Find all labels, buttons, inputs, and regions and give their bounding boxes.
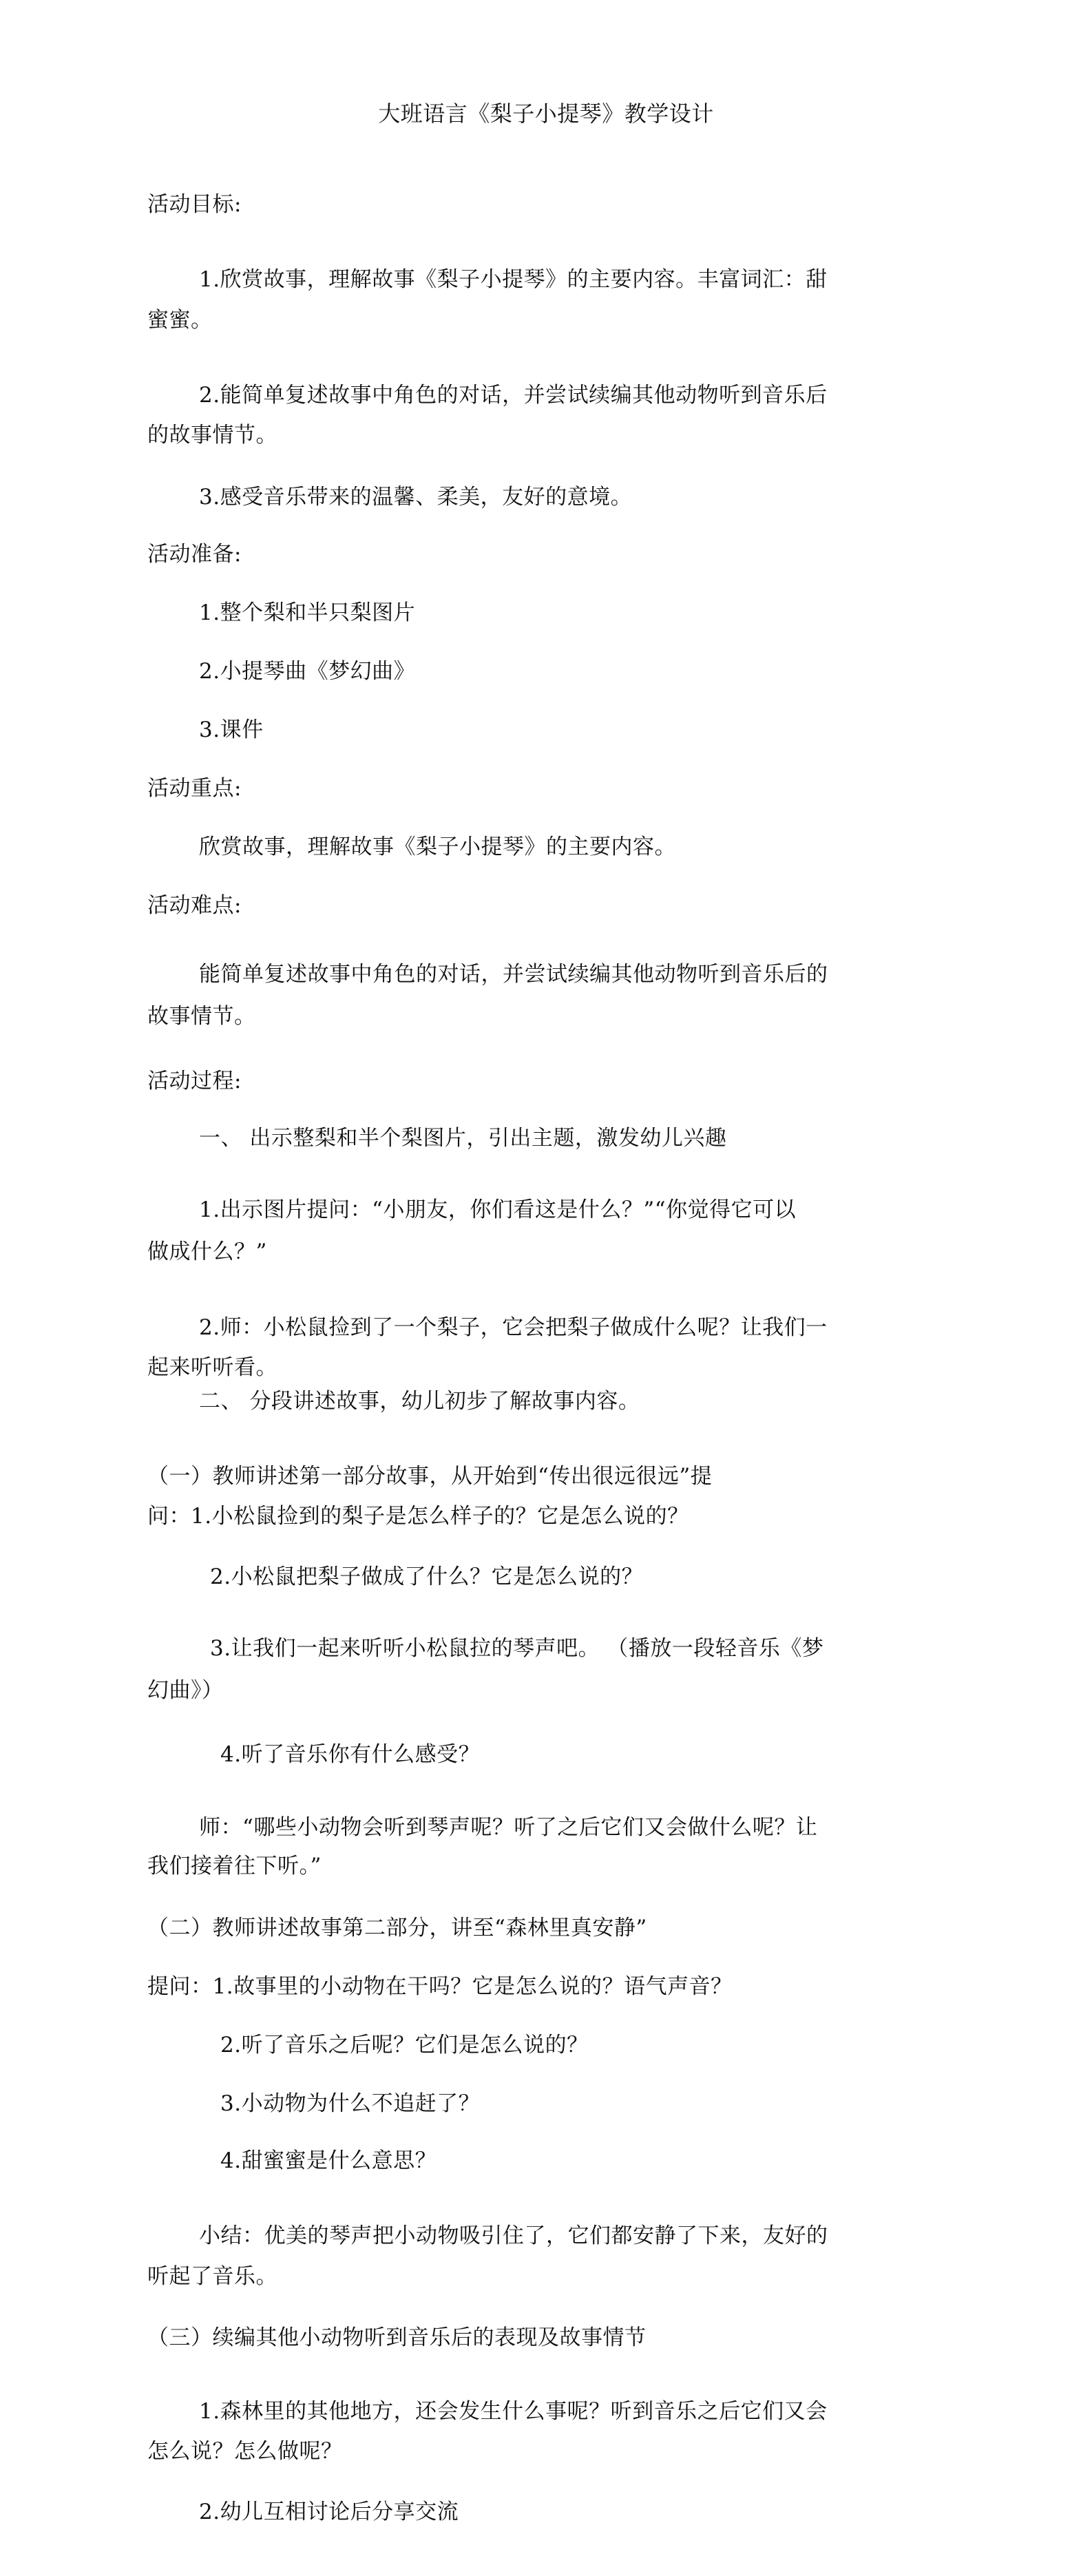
part-3-heading: （三）续编其他小动物听到音乐后的表现及故事情节 <box>147 2325 647 2350</box>
part-2-question-1: 提问：1.故事里的小动物在干吗？它是怎么说的？语气声音？ <box>147 1974 733 1999</box>
key-point-heading: 活动重点: <box>147 776 242 801</box>
step-1-item-1: 1.出示图片提问：“小朋友，你们看这是什么？”“你觉得它可以 <box>199 1197 797 1222</box>
teacher-transition: 师：“哪些小动物会听到琴声呢？听了之后它们又会做什么呢？让 <box>199 1815 818 1840</box>
preparation-item-1: 1.整个梨和半只梨图片 <box>199 600 416 625</box>
document-title: 大班语言《梨子小提琴》教学设计 <box>378 101 714 127</box>
part-3-question-2: 2.幼儿互相讨论后分享交流 <box>199 2500 459 2524</box>
part-2-heading: （二）教师讲述故事第二部分，讲至“森林里真安静” <box>147 1916 647 1940</box>
teacher-transition-cont: 我们接着往下听。” <box>147 1854 322 1878</box>
part-2-question-4: 4.甜蜜蜜是什么意思？ <box>220 2148 437 2173</box>
part-1-question-1: 问：1.小松鼠捡到的梨子是怎么样子的？它是怎么说的？ <box>147 1504 689 1529</box>
step-1-item-2-cont: 起来听听看。 <box>147 1355 277 1380</box>
part-3-question-1-cont: 怎么说？怎么做呢？ <box>147 2439 343 2464</box>
goal-item-2: 2.能简单复述故事中角色的对话，并尝试续编其他动物听到音乐后 <box>199 383 828 408</box>
preparation-heading: 活动准备: <box>147 542 242 567</box>
step-1-heading: 一、 出示整梨和半个梨图片，引出主题，激发幼儿兴趣 <box>199 1126 727 1151</box>
step-1-item-1-cont: 做成什么？” <box>147 1239 267 1264</box>
part-1-question-3-cont: 幻曲》） <box>147 1678 224 1703</box>
preparation-item-3: 3.课件 <box>199 718 264 742</box>
difficulty-text-cont: 故事情节。 <box>147 1004 256 1029</box>
part-2-question-3: 3.小动物为什么不追赶了？ <box>220 2091 481 2116</box>
part-2-summary: 小结：优美的琴声把小动物吸引住了，它们都安静了下来，友好的 <box>199 2223 828 2248</box>
goal-item-1: 1.欣赏故事，理解故事《梨子小提琴》的主要内容。丰富词汇：甜 <box>199 267 828 292</box>
part-3-question-1: 1.森林里的其他地方，还会发生什么事呢？听到音乐之后它们又会 <box>199 2399 828 2424</box>
step-1-item-2: 2.师：小松鼠捡到了一个梨子，它会把梨子做成什么呢？让我们一 <box>199 1315 828 1340</box>
key-point-text: 欣赏故事，理解故事《梨子小提琴》的主要内容。 <box>199 835 676 859</box>
part-2-question-2: 2.听了音乐之后呢？它们是怎么说的？ <box>220 2033 589 2057</box>
goal-item-3: 3.感受音乐带来的温馨、柔美，友好的意境。 <box>199 485 633 510</box>
difficulty-heading: 活动难点: <box>147 893 242 918</box>
preparation-item-2: 2.小提琴曲《梦幻曲》 <box>199 659 416 684</box>
part-1-heading: （一）教师讲述第一部分故事，从开始到“传出很远很远”提 <box>147 1464 713 1489</box>
part-2-summary-cont: 听起了音乐。 <box>147 2264 277 2289</box>
part-1-question-2: 2.小松鼠把梨子做成了什么？它是怎么说的？ <box>210 1564 644 1589</box>
goal-item-2-cont: 的故事情节。 <box>147 423 277 448</box>
process-heading: 活动过程: <box>147 1069 242 1093</box>
difficulty-text: 能简单复述故事中角色的对话，并尝试续编其他动物听到音乐后的 <box>199 962 828 987</box>
goals-heading: 活动目标: <box>147 192 242 217</box>
step-2-heading: 二、 分段讲述故事，幼儿初步了解故事内容。 <box>199 1389 640 1414</box>
part-1-question-3: 3.让我们一起来听听小松鼠拉的琴声吧。 （播放一段轻音乐《梦 <box>210 1636 824 1661</box>
part-1-question-4: 4.听了音乐你有什么感受？ <box>220 1742 481 1767</box>
goal-item-1-cont: 蜜蜜。 <box>147 308 213 333</box>
